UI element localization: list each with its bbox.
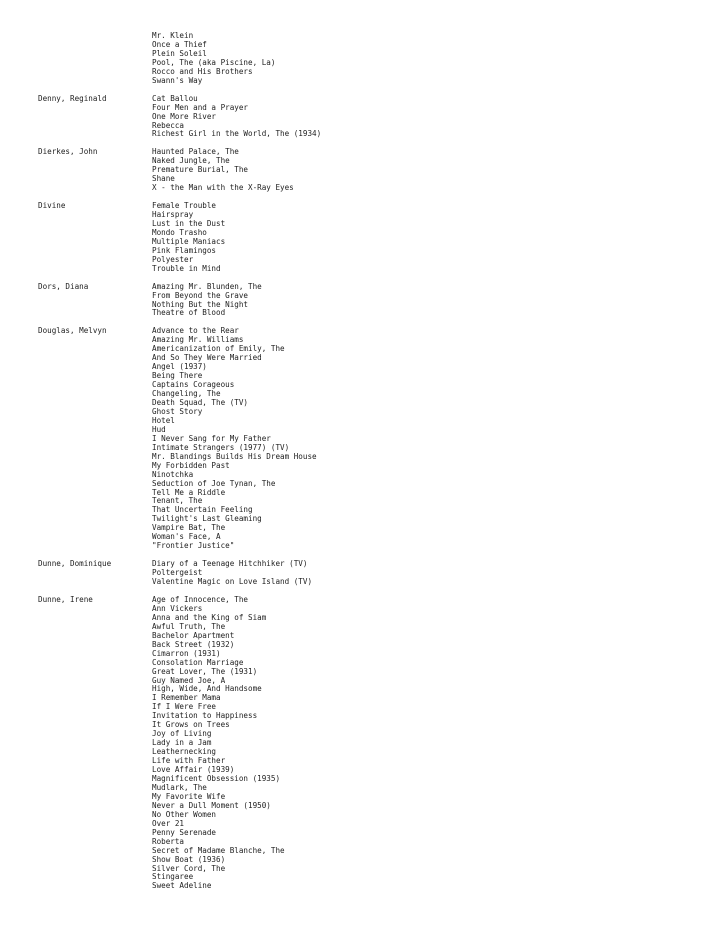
film-title: Trouble in Mind — [152, 263, 221, 273]
film-title: Consolation Marriage — [152, 657, 244, 667]
film-title: Female Trouble — [152, 201, 217, 211]
film-title: Premature Burial, The — [152, 165, 249, 175]
film-title: Amazing Mr. Blunden, The — [152, 281, 262, 291]
film-title: Guy Named Joe, A — [152, 675, 226, 685]
film-title: And So They Were Married — [152, 353, 262, 363]
actor-entry — [0, 560, 728, 587]
film-title: Lady in a Jam — [152, 738, 212, 748]
film-title: X - the Man with the X-Ray Eyes — [152, 183, 294, 193]
actor-entry — [0, 327, 728, 551]
film-list — [152, 95, 728, 140]
film-title: "Frontier Justice" — [152, 541, 235, 551]
film-list — [152, 148, 728, 193]
film-title: Pool, The (aka Piscine, La) — [152, 57, 276, 67]
film-title: Age of Innocence, The — [152, 594, 249, 604]
film-title: Silver Cord, The — [152, 863, 226, 873]
film-title: Diary of a Teenage Hitchhiker (TV) — [152, 559, 308, 569]
film-title: Rocco and His Brothers — [152, 66, 253, 76]
film-title: Stingaree — [152, 872, 194, 882]
film-title: Americanization of Emily, The — [152, 344, 285, 354]
film-title: Joy of Living — [152, 729, 212, 739]
film-title: I Remember Mama — [152, 693, 221, 703]
film-title: Ninotchka — [152, 469, 194, 479]
film-title: Leathernecking — [152, 747, 217, 757]
film-title: Magnificent Obsession (1935) — [152, 774, 281, 783]
film-title: Nothing But the Night — [152, 299, 249, 309]
actor-entry — [0, 95, 728, 140]
film-title: Mr. Blandings Builds His Dream House — [152, 451, 317, 461]
film-title: Changeling, The — [152, 389, 221, 399]
film-title: Shane — [152, 174, 175, 184]
film-title: Hud — [152, 424, 166, 434]
actor-name: Dierkes, John — [38, 147, 98, 157]
film-title: From Beyond the Grave — [152, 290, 249, 300]
film-title: Sweet Adeline — [152, 881, 212, 891]
film-title: My Favorite Wife — [152, 791, 226, 801]
film-list — [152, 560, 728, 587]
film-title: It Grows on Trees — [152, 720, 230, 730]
film-title: Love Affair (1939) — [152, 765, 235, 775]
film-list — [152, 202, 728, 274]
film-title: Death Squad, The (TV) — [152, 398, 249, 407]
film-title: Hairspray — [152, 210, 194, 220]
filmography-list — [0, 32, 728, 900]
film-title: If I Were Free — [152, 702, 217, 712]
film-title: Richest Girl in the World, The (1934) — [152, 129, 322, 139]
film-title: Roberta — [152, 836, 185, 846]
film-title: Being There — [152, 371, 203, 381]
film-title: Bachelor Apartment — [152, 630, 235, 640]
film-title: Rebecca — [152, 120, 185, 130]
film-title: Advance to the Rear — [152, 326, 239, 336]
film-title: Penny Serenade — [152, 827, 217, 837]
actor-name: Dunne, Irene — [38, 594, 93, 604]
film-title: Lust in the Dust — [152, 218, 226, 228]
film-title: That Uncertain Feeling — [152, 505, 253, 515]
film-list — [152, 283, 728, 319]
film-title: I Never Sang for My Father — [152, 433, 271, 443]
film-list — [152, 327, 728, 551]
film-title: Show Boat (1936) — [152, 854, 226, 864]
actor-name — [0, 32, 152, 86]
film-title: Seduction of Joe Tynan, The — [152, 478, 276, 488]
film-title: Awful Truth, The — [152, 621, 226, 631]
actor-name: Douglas, Melvyn — [38, 326, 107, 336]
film-title: No Other Women — [152, 809, 217, 819]
actor-name: Divine — [38, 201, 66, 211]
film-title: Great Lover, The (1931) — [152, 666, 258, 676]
film-title: Captains Corageous — [152, 380, 235, 390]
film-title: Woman's Face, A — [152, 532, 221, 542]
actor-entry — [0, 202, 728, 274]
film-title: Pink Flamingos — [152, 245, 217, 255]
film-title: Angel (1937) — [152, 362, 207, 372]
film-title: Naked Jungle, The — [152, 156, 230, 166]
film-title: Mr. Klein — [152, 31, 194, 40]
film-title: Tenant, The — [152, 496, 203, 506]
film-title: Cat Ballou — [152, 93, 198, 103]
film-list — [152, 32, 728, 86]
film-title: Tell Me a Riddle — [152, 487, 226, 497]
film-title: Never a Dull Moment (1950) — [152, 800, 271, 810]
film-title: My Forbidden Past — [152, 460, 230, 470]
film-list — [152, 596, 728, 891]
film-title: Intimate Strangers (1977) (TV) — [152, 442, 290, 452]
actor-name: Denny, Reginald — [38, 93, 107, 103]
film-title: Cimarron (1931) — [152, 648, 221, 658]
film-title: Swann's Way — [152, 75, 203, 85]
actor-name: Dors, Diana — [38, 281, 89, 291]
film-title: Amazing Mr. Williams — [152, 335, 244, 345]
film-title: Invitation to Happiness — [152, 711, 258, 721]
film-title: Mondo Trasho — [152, 227, 207, 237]
film-title: Life with Father — [152, 756, 226, 766]
film-title: Secret of Madame Blanche, The — [152, 845, 285, 855]
film-title: Haunted Palace, The — [152, 147, 239, 157]
actor-entry — [0, 148, 728, 193]
film-title: High, Wide, And Handsome — [152, 684, 262, 694]
film-title: Mudlark, The — [152, 782, 207, 792]
actor-entry — [0, 283, 728, 319]
actor-entry — [0, 32, 728, 86]
film-title: Anna and the King of Siam — [152, 612, 267, 622]
film-title: One More River — [152, 111, 217, 121]
film-title: Twilight's Last Gleaming — [152, 514, 262, 524]
film-title: Four Men and a Prayer — [152, 102, 249, 112]
actor-entry — [0, 596, 728, 891]
film-title: Plein Soleil — [152, 48, 207, 58]
actor-name: Dunne, Dominique — [38, 559, 112, 569]
film-title: Hotel — [152, 415, 175, 425]
film-title: Back Street (1932) — [152, 639, 235, 649]
film-title: Valentine Magic on Love Island (TV) — [152, 577, 313, 587]
film-title: Polyester — [152, 254, 194, 264]
film-title: Over 21 — [152, 818, 185, 828]
film-title: Multiple Maniacs — [152, 236, 226, 246]
film-title: Once a Thief — [152, 39, 207, 49]
film-title: Theatre of Blood — [152, 308, 226, 318]
film-title: Vampire Bat, The — [152, 523, 226, 533]
film-title: Ann Vickers — [152, 603, 203, 613]
film-title: Ghost Story — [152, 406, 203, 416]
film-title: Poltergeist — [152, 568, 203, 578]
